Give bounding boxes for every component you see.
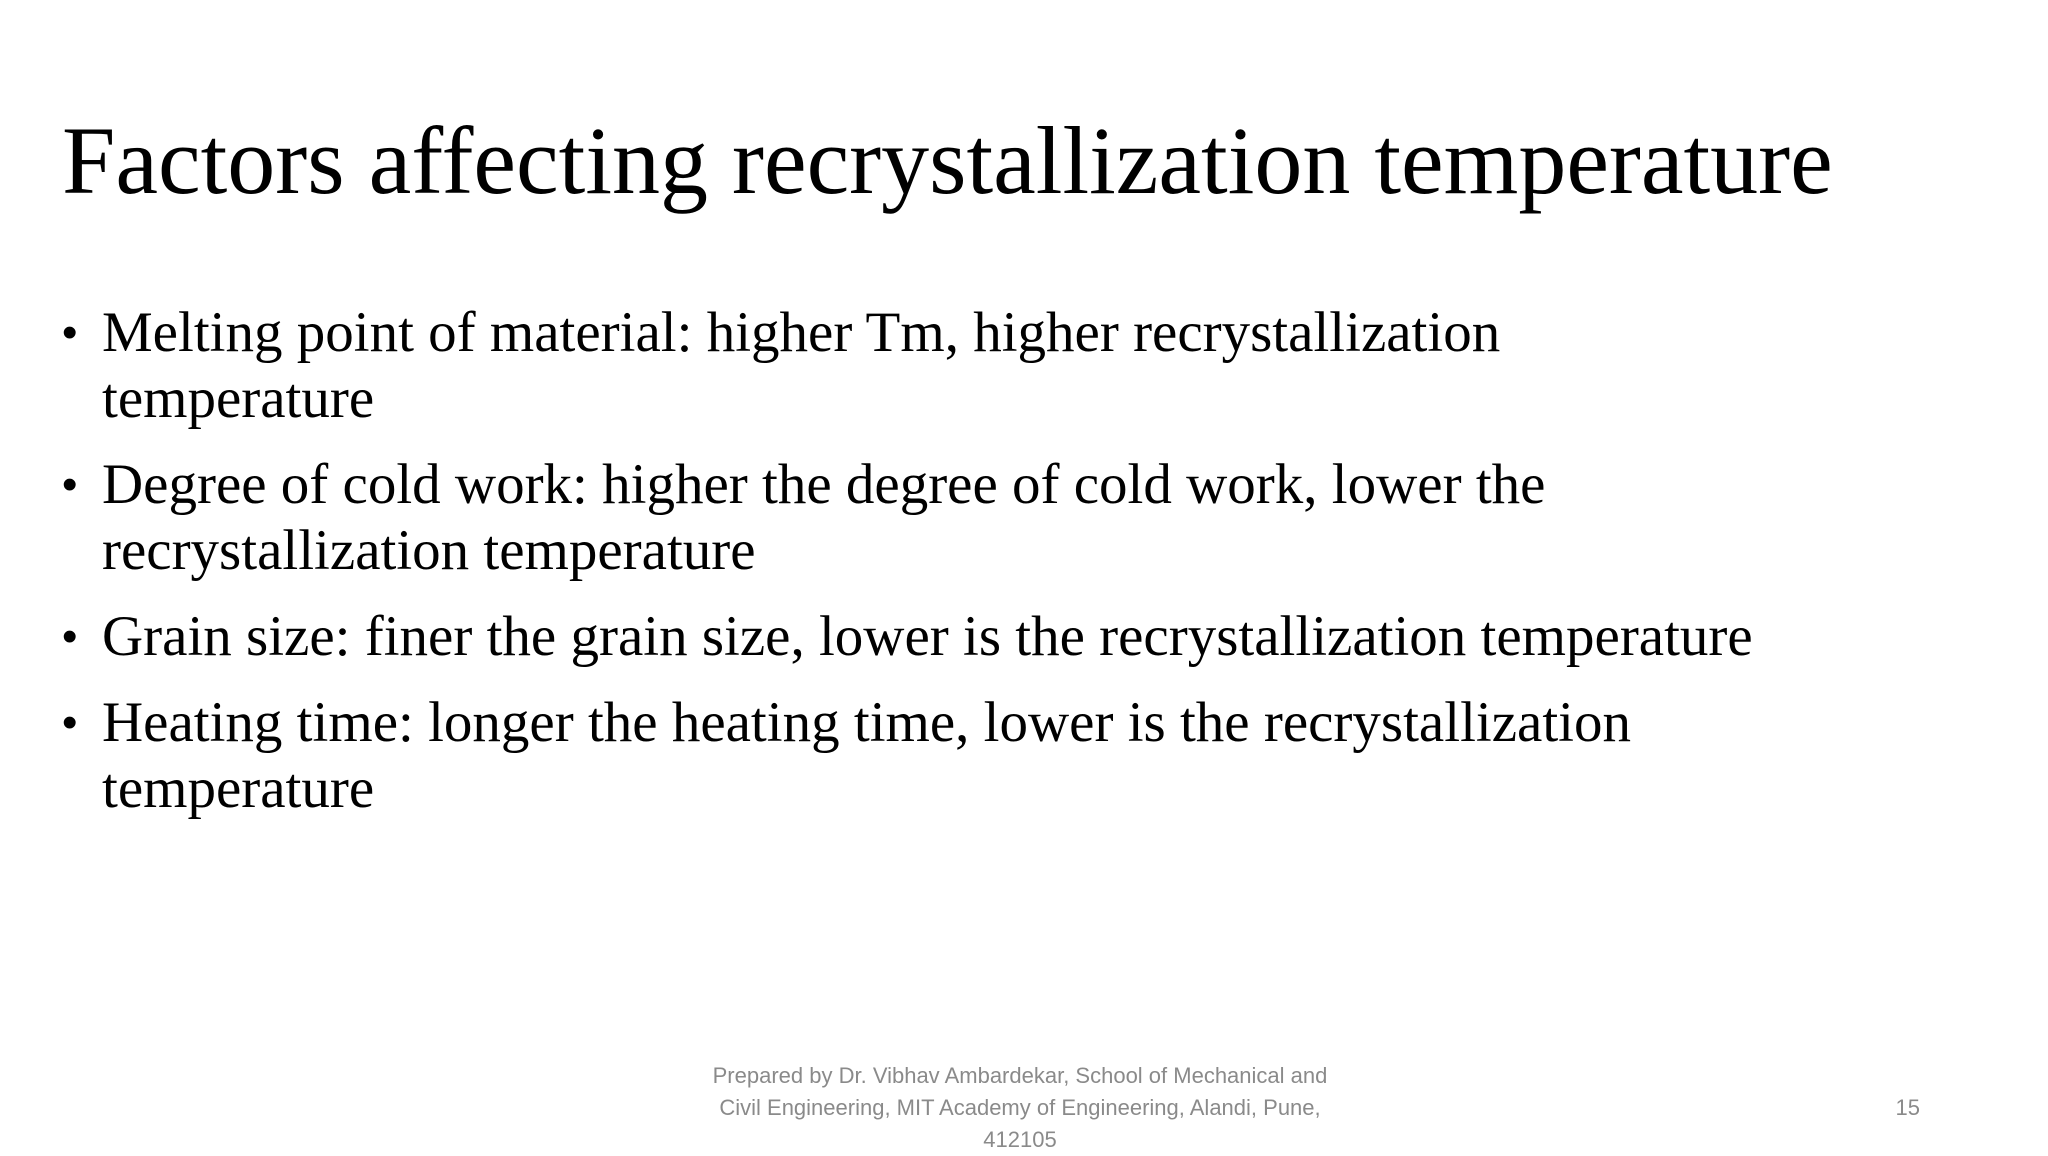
bullet-dot-icon: •: [62, 698, 78, 747]
bullet-item: [62, 300, 1962, 432]
bullet-item: [62, 452, 1962, 584]
bullet-list: [62, 300, 1962, 842]
slide-title: Factors affecting recrystallization temperature: [62, 107, 1833, 214]
footer-line: Civil Engineering, MIT Academy of Engineering, Alandi, Pune,: [719, 1095, 1321, 1120]
bullet-dot-icon: •: [62, 612, 78, 661]
bullet-text: Grain size: finer the grain size, lower is the recrystallization temperature: [102, 605, 1753, 668]
bullet-dot-icon: •: [62, 460, 78, 509]
bullet-item: [62, 604, 1962, 670]
slide-number: 15: [1895, 1095, 1920, 1120]
bullet-dot-icon: •: [62, 308, 78, 357]
footer-line: Prepared by Dr. Vibhav Ambardekar, School of Mechanical and: [712, 1063, 1328, 1088]
bullet-item: [62, 690, 1962, 822]
bullet-text: Melting point of material: higher Tm, higher recrystallization temperature: [102, 301, 1501, 430]
footer-line: 412105: [983, 1127, 1057, 1152]
bullet-text: Degree of cold work: higher the degree of cold work, lower the recrystallization temperature: [102, 453, 1546, 582]
bullet-text: Heating time: longer the heating time, lower is the recrystallization temperature: [102, 691, 1632, 820]
slide-footer: [690, 1060, 1350, 1156]
